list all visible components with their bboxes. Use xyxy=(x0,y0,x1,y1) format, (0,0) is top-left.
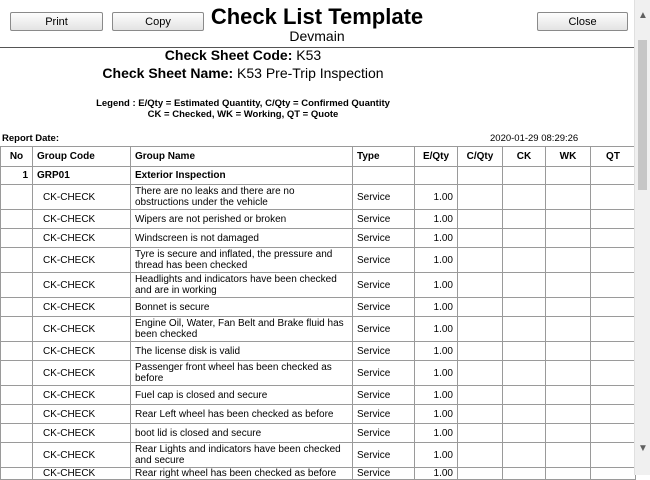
row-eqty: 1.00 xyxy=(415,229,458,248)
row-wk-cell xyxy=(546,248,591,273)
check-sheet-name-value: K53 Pre-Trip Inspection xyxy=(237,65,384,81)
row-cqty-cell xyxy=(458,443,503,468)
checklist-table xyxy=(0,146,636,480)
row-group-code: CK-CHECK xyxy=(33,317,131,342)
row-group-name: Tyre is secure and inflated, the pressure and thread has been checked xyxy=(131,248,353,273)
row-qt-cell xyxy=(591,317,636,342)
row-qt-cell xyxy=(591,210,636,229)
vertical-scrollbar[interactable] xyxy=(634,0,650,475)
table-row xyxy=(1,210,636,229)
row-ck-cell xyxy=(503,424,546,443)
row-group-name: Engine Oil, Water, Fan Belt and Brake fluid has been checked xyxy=(131,317,353,342)
row-wk-cell xyxy=(546,273,591,298)
row-qt-cell xyxy=(591,248,636,273)
table-row xyxy=(1,405,636,424)
row-qt-cell xyxy=(591,443,636,468)
table-row xyxy=(1,298,636,317)
column-header-group-name: Group Name xyxy=(131,147,353,167)
row-wk-cell xyxy=(546,210,591,229)
row-qt-cell xyxy=(591,273,636,298)
column-header-ck: CK xyxy=(503,147,546,167)
legend-line-1: Legend : E/Qty = Estimated Quantity, C/Qty = Confirmed Quantity xyxy=(96,98,390,109)
row-group-name: Bonnet is secure xyxy=(131,298,353,317)
row-type: Service xyxy=(353,273,415,298)
row-eqty: 1.00 xyxy=(415,298,458,317)
row-cqty-cell xyxy=(458,342,503,361)
row-wk-cell xyxy=(546,185,591,210)
row-qt-cell xyxy=(591,298,636,317)
row-cqty-cell xyxy=(458,273,503,298)
row-eqty: 1.00 xyxy=(415,386,458,405)
row-qt-cell xyxy=(591,386,636,405)
page-subtitle: Devmain xyxy=(289,28,345,44)
table-row xyxy=(1,361,636,386)
row-type: Service xyxy=(353,248,415,273)
group-qt-cell xyxy=(591,167,636,185)
row-ck-cell xyxy=(503,273,546,298)
column-header-cqty: C/Qty xyxy=(458,147,503,167)
row-eqty: 1.00 xyxy=(415,342,458,361)
row-type: Service xyxy=(353,210,415,229)
row-wk-cell xyxy=(546,298,591,317)
row-group-name: Headlights and indicators have been checked and are in working xyxy=(131,273,353,298)
row-no-cell xyxy=(1,424,33,443)
row-ck-cell xyxy=(503,361,546,386)
row-eqty: 1.00 xyxy=(415,361,458,386)
row-group-code: CK-CHECK xyxy=(33,443,131,468)
row-type: Service xyxy=(353,229,415,248)
row-cqty-cell xyxy=(458,361,503,386)
row-ck-cell xyxy=(503,386,546,405)
row-no-cell xyxy=(1,298,33,317)
column-header-eqty: E/Qty xyxy=(415,147,458,167)
row-eqty: 1.00 xyxy=(415,443,458,468)
row-no-cell xyxy=(1,185,33,210)
row-group-code: CK-CHECK xyxy=(33,229,131,248)
row-eqty: 1.00 xyxy=(415,185,458,210)
column-header-group-code: Group Code xyxy=(33,147,131,167)
row-type: Service xyxy=(353,386,415,405)
row-ck-cell xyxy=(503,405,546,424)
table-row xyxy=(1,229,636,248)
row-type: Service xyxy=(353,443,415,468)
row-group-code: CK-CHECK xyxy=(33,424,131,443)
row-group-code: CK-CHECK xyxy=(33,342,131,361)
row-cqty-cell xyxy=(458,210,503,229)
row-group-name: Passenger front wheel has been checked as before xyxy=(131,361,353,386)
row-group-code: CK-CHECK xyxy=(33,405,131,424)
row-group-code: CK-CHECK xyxy=(33,273,131,298)
row-group-code: CK-CHECK xyxy=(33,210,131,229)
group-type-cell xyxy=(353,167,415,185)
table-row xyxy=(1,273,636,298)
report-date-value: 2020-01-29 08:29:26 xyxy=(490,133,579,144)
row-cqty-cell xyxy=(458,248,503,273)
page-title: Check List Template xyxy=(210,4,424,29)
row-cqty-cell xyxy=(458,468,503,480)
row-no-cell xyxy=(1,342,33,361)
table-row xyxy=(1,424,636,443)
print-button[interactable]: Print xyxy=(10,12,103,31)
row-type: Service xyxy=(353,342,415,361)
row-eqty: 1.00 xyxy=(415,405,458,424)
row-no-cell xyxy=(1,386,33,405)
group-eqty-cell xyxy=(415,167,458,185)
row-cqty-cell xyxy=(458,424,503,443)
group-row xyxy=(1,167,636,185)
row-qt-cell xyxy=(591,405,636,424)
row-no-cell xyxy=(1,248,33,273)
table-row xyxy=(1,185,636,210)
row-wk-cell xyxy=(546,468,591,480)
row-eqty: 1.00 xyxy=(415,248,458,273)
row-wk-cell xyxy=(546,386,591,405)
row-group-name: Rear right wheel has been checked as before xyxy=(131,468,353,480)
check-sheet-code-value: K53 xyxy=(296,47,322,63)
row-group-name: Rear Left wheel has been checked as before xyxy=(131,405,353,424)
row-cqty-cell xyxy=(458,298,503,317)
row-group-code: CK-CHECK xyxy=(33,386,131,405)
group-name: Exterior Inspection xyxy=(131,167,353,185)
row-wk-cell xyxy=(546,443,591,468)
row-no-cell xyxy=(1,229,33,248)
row-qt-cell xyxy=(591,361,636,386)
row-cqty-cell xyxy=(458,405,503,424)
row-no-cell xyxy=(1,443,33,468)
check-sheet-code-label: Check Sheet Code: xyxy=(164,47,293,63)
row-group-name: Windscreen is not damaged xyxy=(131,229,353,248)
row-group-name: The license disk is valid xyxy=(131,342,353,361)
row-cqty-cell xyxy=(458,185,503,210)
row-cqty-cell xyxy=(458,386,503,405)
row-ck-cell xyxy=(503,317,546,342)
row-group-code: CK-CHECK xyxy=(33,248,131,273)
scrollbar-thumb[interactable] xyxy=(638,40,647,190)
row-type: Service xyxy=(353,405,415,424)
row-group-code: CK-CHECK xyxy=(33,468,131,480)
row-ck-cell xyxy=(503,210,546,229)
row-no-cell xyxy=(1,405,33,424)
close-button[interactable]: Close xyxy=(537,12,628,31)
row-qt-cell xyxy=(591,229,636,248)
row-group-code: CK-CHECK xyxy=(33,298,131,317)
row-qt-cell xyxy=(591,342,636,361)
row-group-name: boot lid is closed and secure xyxy=(131,424,353,443)
row-wk-cell xyxy=(546,405,591,424)
row-cqty-cell xyxy=(458,229,503,248)
column-header-no: No xyxy=(1,147,33,167)
row-no-cell xyxy=(1,317,33,342)
row-group-name: Wipers are not perished or broken xyxy=(131,210,353,229)
row-group-name: There are no leaks and there are no obstructions under the vehicle xyxy=(131,185,353,210)
table-row xyxy=(1,468,636,480)
row-eqty: 1.00 xyxy=(415,424,458,443)
group-ck-cell xyxy=(503,167,546,185)
group-wk-cell xyxy=(546,167,591,185)
row-eqty: 1.00 xyxy=(415,317,458,342)
row-qt-cell xyxy=(591,468,636,480)
row-eqty: 1.00 xyxy=(415,273,458,298)
table-row xyxy=(1,342,636,361)
row-ck-cell xyxy=(503,248,546,273)
row-no-cell xyxy=(1,273,33,298)
row-qt-cell xyxy=(591,185,636,210)
row-type: Service xyxy=(353,424,415,443)
row-no-cell xyxy=(1,210,33,229)
table-header-row xyxy=(1,147,636,167)
column-header-wk: WK xyxy=(546,147,591,167)
row-no-cell xyxy=(1,361,33,386)
row-wk-cell xyxy=(546,424,591,443)
row-type: Service xyxy=(353,317,415,342)
row-group-name: Rear Lights and indicators have been checked and secure xyxy=(131,443,353,468)
row-group-name: Fuel cap is closed and secure xyxy=(131,386,353,405)
row-ck-cell xyxy=(503,443,546,468)
check-sheet-name xyxy=(0,65,486,81)
row-ck-cell xyxy=(503,468,546,480)
row-type: Service xyxy=(353,298,415,317)
table-row xyxy=(1,443,636,468)
row-qt-cell xyxy=(591,424,636,443)
row-wk-cell xyxy=(546,361,591,386)
copy-button[interactable]: Copy xyxy=(112,12,204,31)
row-ck-cell xyxy=(503,185,546,210)
row-type: Service xyxy=(353,468,415,480)
check-sheet-name-label: Check Sheet Name: xyxy=(102,65,234,81)
check-sheet-code xyxy=(0,47,486,63)
report-date-label: Report Date: xyxy=(2,133,60,144)
chevron-down-icon[interactable]: ▼ xyxy=(638,443,648,454)
row-ck-cell xyxy=(503,298,546,317)
chevron-up-icon[interactable]: ▲ xyxy=(638,10,648,21)
row-cqty-cell xyxy=(458,317,503,342)
group-code: GRP01 xyxy=(33,167,131,185)
table-row xyxy=(1,386,636,405)
row-eqty: 1.00 xyxy=(415,210,458,229)
column-header-type: Type xyxy=(353,147,415,167)
table-row xyxy=(1,248,636,273)
row-wk-cell xyxy=(546,342,591,361)
row-ck-cell xyxy=(503,229,546,248)
row-type: Service xyxy=(353,361,415,386)
table-row xyxy=(1,317,636,342)
row-ck-cell xyxy=(503,342,546,361)
row-type: Service xyxy=(353,185,415,210)
row-wk-cell xyxy=(546,317,591,342)
group-no: 1 xyxy=(1,167,33,185)
legend-line-2: CK = Checked, WK = Working, QT = Quote xyxy=(147,109,339,120)
row-no-cell xyxy=(1,468,33,480)
row-group-code: CK-CHECK xyxy=(33,185,131,210)
row-wk-cell xyxy=(546,229,591,248)
row-group-code: CK-CHECK xyxy=(33,361,131,386)
group-cqty-cell xyxy=(458,167,503,185)
column-header-qt: QT xyxy=(591,147,636,167)
row-eqty: 1.00 xyxy=(415,468,458,480)
